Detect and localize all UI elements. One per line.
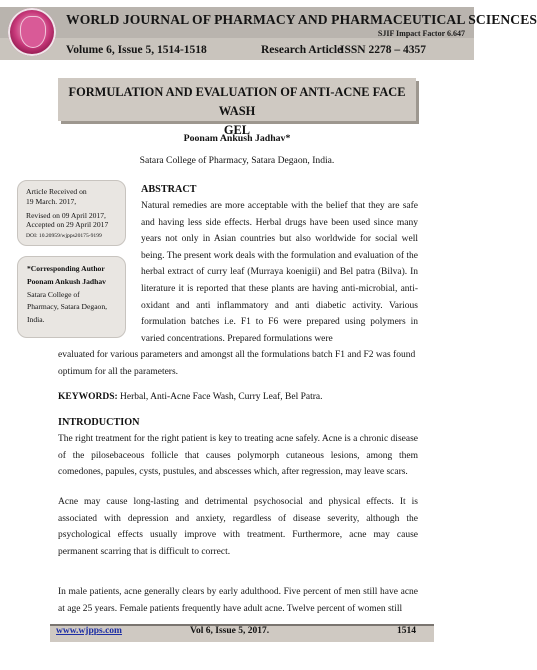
introduction-paragraph: In male patients, acne generally clears by early adulthood. Five percent of men still have acne at age 25 years. Female patients frequently have adult acne. Twelve percent of women still [58, 587, 418, 614]
accepted-date: Accepted on 29 April 2017 [26, 220, 109, 230]
keywords-label: KEYWORDS: [58, 392, 118, 402]
corresponding-name: Poonam Ankush Jadhav [27, 276, 106, 286]
paper-title-line2: GEL [223, 123, 251, 137]
corresponding-author-box [17, 256, 126, 338]
volume-issue: Volume 6, Issue 5, 1514-1518 [66, 44, 207, 56]
corresponding-heading: *Corresponding Author [27, 264, 105, 273]
author-affiliation: Satara College of Pharmacy, Satara Degaon, India. [139, 155, 335, 166]
author-name: Poonam Ankush Jadhav* [183, 133, 291, 144]
introduction-paragraph: The right treatment for the right patient is key to treating acne safely. Acne is a chronic disease of the pilosebaceous follicle that causes polymorph cutaneous lesions, among them comedones, papules, cysts, pustules, and abscesses which, after regression, may leave scars. [58, 434, 418, 478]
impact-factor: SJIF Impact Factor 6.647 [377, 29, 465, 38]
doi[interactable]: DOI: 10.20959/wjpps20175-9199 [26, 233, 102, 240]
footer-website-link[interactable]: www.wjpps.com [56, 626, 122, 636]
article-type: Research Article [261, 44, 343, 56]
footer-page-number: 1514 [397, 626, 416, 636]
revised-date: Revised on 09 April 2017, [26, 210, 106, 220]
footer-volume: Vol 6, Issue 5, 2017. [190, 626, 270, 636]
corresponding-address-line: Pharmacy, Satara Degaon, [27, 302, 108, 312]
issn: ISSN 2278 – 4357 [340, 44, 426, 56]
article-dates-box [17, 180, 126, 246]
introduction-paragraph: Acne may cause long-lasting and detrimental psychosocial and physical effects. It is associated with depression and anxiety, regardless of disease severity, although the psychological effects usually improve with treatment. Furthermore, acne may cause permanent scarring that is difficult to correct. [58, 497, 418, 557]
received-date: 19 March. 2017, [26, 196, 77, 206]
paper-title-line1: FORMULATION AND EVALUATION OF ANTI-ACNE FACE WASH [68, 85, 406, 118]
abstract-body: Natural remedies are more acceptable with the belief that they are safe and having less side effects. Herbal drugs have been used since many years not only in Asian countries but also worldwide for social well being. The present work deals with the formulation and evaluation of the herbal extract of curry leaf (Murraya koenigii) and Bel patra (Bilva). In literature it is reported that these plants are having anti-microbial, anti-oxidant and anti inflammatory and anti diabetic activity. Various formulation batches i.e. F1 to F6 were prepared using polymers in varied concentrations. Prepared formulations were [141, 201, 418, 344]
received-label: Article Received on [26, 187, 87, 196]
paper-title [58, 83, 416, 140]
logo-emblem-icon [20, 16, 46, 48]
journal-title: WORLD JOURNAL OF PHARMACY AND PHARMACEUTICAL SCIENCES [66, 12, 537, 27]
abstract-body-continued: evaluated for various parameters and amongst all the formulations batch F1 and F2 was found optimum for all the parameters. [58, 350, 416, 377]
corresponding-address-line: India. [27, 315, 45, 325]
introduction-heading: INTRODUCTION [58, 417, 140, 428]
corresponding-address-line: Satara College of [27, 289, 80, 299]
abstract-heading: ABSTRACT [141, 184, 197, 195]
keywords-line [58, 392, 418, 402]
keywords-text: Herbal, Anti-Acne Face Wash, Curry Leaf, Bel Patra. [117, 392, 323, 402]
